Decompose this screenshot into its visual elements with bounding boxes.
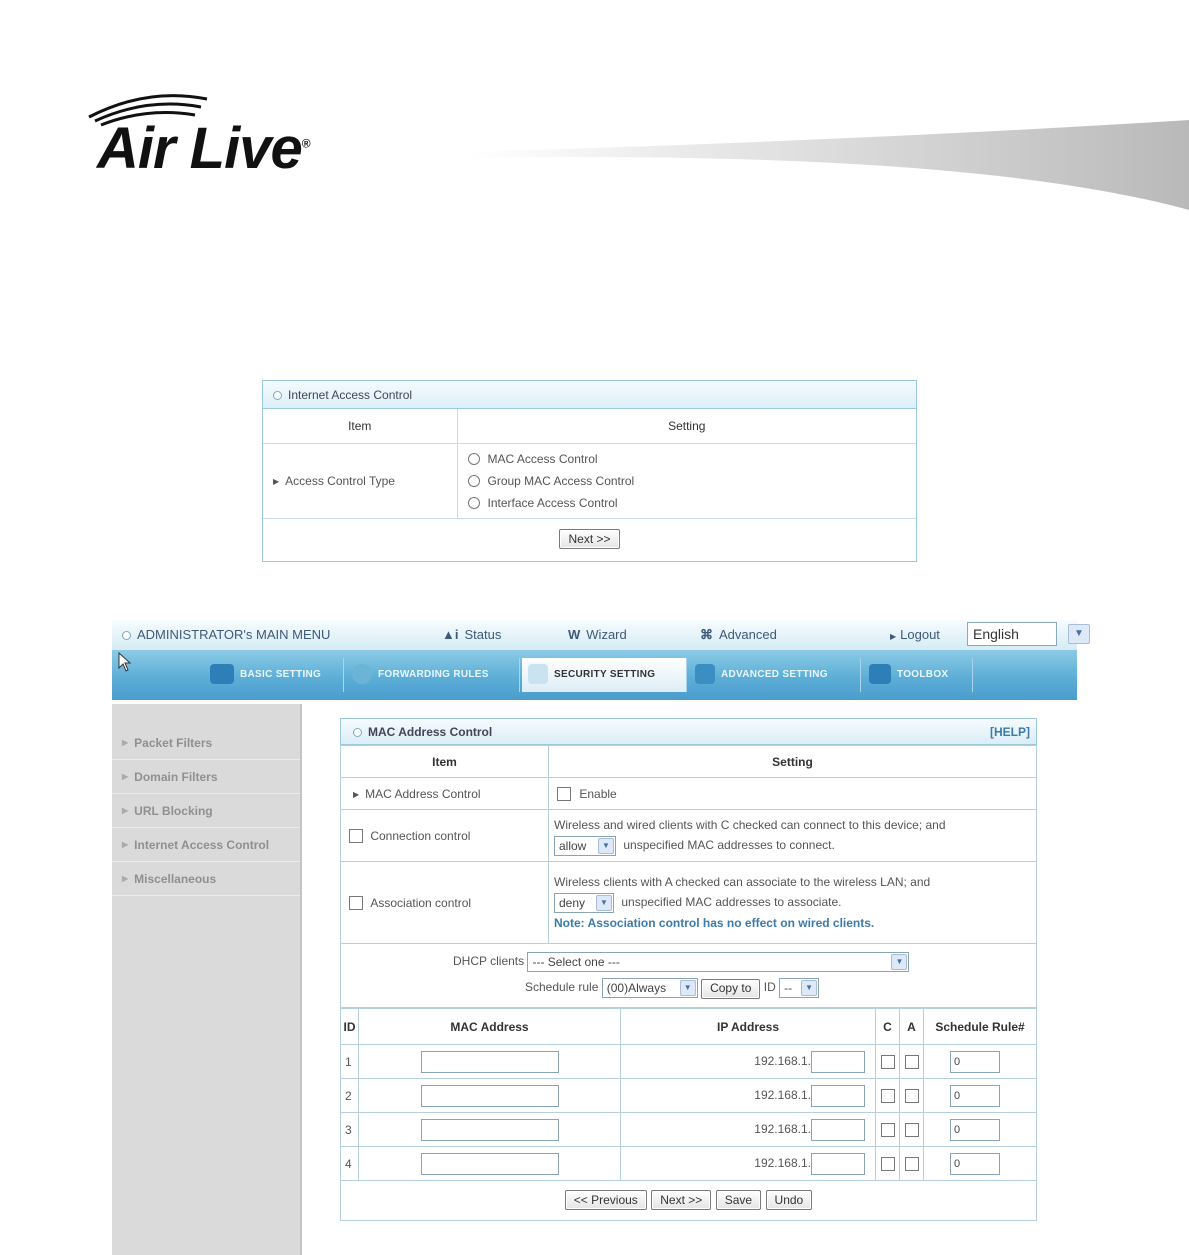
column-header-item: Item <box>341 746 549 778</box>
top-menu-bar <box>112 620 1084 650</box>
association-description: Wireless clients with A checked can associate to the wireless LAN; and <box>554 875 931 890</box>
mac-address-input[interactable] <box>421 1153 559 1175</box>
airlive-logo <box>85 85 385 181</box>
chevron-down-icon[interactable]: ▼ <box>801 980 817 996</box>
ip-prefix: 192.168.1. <box>754 1087 811 1102</box>
ip-suffix-input[interactable] <box>811 1153 865 1175</box>
column-header-schedule-rule: Schedule Rule# <box>924 1009 1037 1045</box>
association-control-checkbox[interactable] <box>349 896 363 910</box>
ip-prefix: 192.168.1. <box>754 1121 811 1136</box>
connection-control-checkbox[interactable] <box>349 829 363 843</box>
tab-basic-setting[interactable]: BASIC SETTING <box>204 658 344 692</box>
status-icon: ▲i <box>442 627 459 642</box>
language-select[interactable]: English ▼ <box>967 622 1057 646</box>
connection-description: Wireless and wired clients with C checked can connect to this device; and <box>554 818 946 833</box>
chevron-down-icon[interactable]: ▼ <box>891 954 907 970</box>
table-row <box>341 1079 1037 1113</box>
form-footer <box>340 1181 1037 1221</box>
internet-access-control-panel <box>262 380 917 562</box>
undo-button[interactable]: Undo <box>766 1190 813 1210</box>
arrow-right-icon: ▶ <box>890 632 897 641</box>
bullet-icon: ▶ <box>122 806 129 815</box>
column-header-id: ID <box>341 1009 359 1045</box>
mac-address-input[interactable] <box>421 1051 559 1073</box>
previous-button[interactable]: << Previous <box>565 1190 647 1210</box>
row-id: 3 <box>341 1113 359 1147</box>
header-swoosh <box>470 110 1189 240</box>
column-header-mac-address: MAC Address <box>359 1009 621 1045</box>
c-checkbox[interactable] <box>881 1123 895 1137</box>
wizard-icon: W <box>568 627 581 642</box>
schedule-rule-select[interactable]: (00)Always ▼ <box>602 978 698 998</box>
arrow-right-icon: ▶ <box>353 789 360 799</box>
bullet-icon: ▶ <box>122 874 129 883</box>
advanced-setting-icon <box>695 664 715 684</box>
toolbox-icon <box>869 664 891 684</box>
row-id: 1 <box>341 1045 359 1079</box>
security-setting-icon <box>528 664 548 684</box>
help-link[interactable]: [HELP] <box>990 725 1030 739</box>
advanced-icon: ⌘ <box>700 627 713 642</box>
next-button[interactable]: Next >> <box>559 529 619 549</box>
association-policy-select[interactable]: deny ▼ <box>554 893 614 913</box>
a-checkbox[interactable] <box>905 1089 919 1103</box>
bullet-icon: ▶ <box>122 840 129 849</box>
a-checkbox[interactable] <box>905 1157 919 1171</box>
sidebar-item-miscellaneous[interactable]: ▶ Miscellaneous <box>112 862 300 896</box>
schedule-rule-input[interactable]: 0 <box>950 1119 1000 1141</box>
wizard-link[interactable]: W Wizard <box>568 627 627 642</box>
main-menu-link[interactable]: ADMINISTRATOR's MAIN MENU <box>122 627 330 642</box>
enable-label: Enable <box>579 786 617 801</box>
tab-forwarding-rules[interactable]: FORWARDING RULES <box>346 658 520 692</box>
schedule-rule-input[interactable]: 0 <box>950 1085 1000 1107</box>
dhcp-clients-select[interactable]: --- Select one --- ▼ <box>527 952 909 972</box>
radio-group-mac-access-control[interactable]: Group MAC Access Control <box>458 470 917 492</box>
association-control-label: Association control <box>370 895 472 910</box>
radio-interface-access-control[interactable]: Interface Access Control <box>458 492 917 514</box>
ip-prefix: 192.168.1. <box>754 1155 811 1170</box>
id-select[interactable]: -- ▼ <box>779 978 819 998</box>
mac-address-table <box>340 1008 1037 1181</box>
title-bullet-icon <box>273 391 282 400</box>
connection-control-label: Connection control <box>370 828 471 843</box>
next-button[interactable]: Next >> <box>651 1190 711 1210</box>
schedule-rule-input[interactable]: 0 <box>950 1051 1000 1073</box>
column-header-a: A <box>900 1009 924 1045</box>
sidebar-item-domain-filters[interactable]: ▶ Domain Filters <box>112 760 300 794</box>
logo-text: Air Live® <box>97 116 310 181</box>
a-checkbox[interactable] <box>905 1123 919 1137</box>
table-row <box>341 1045 1037 1079</box>
dhcp-clients-label: DHCP clients <box>453 954 525 969</box>
ip-suffix-input[interactable] <box>811 1051 865 1073</box>
ip-suffix-input[interactable] <box>811 1119 865 1141</box>
sidebar-item-internet-access-control[interactable]: ▶ Internet Access Control <box>112 828 300 862</box>
tab-security-setting[interactable]: SECURITY SETTING <box>522 658 687 692</box>
schedule-rule-input[interactable]: 0 <box>950 1153 1000 1175</box>
column-header-c: C <box>876 1009 900 1045</box>
logout-link[interactable]: ▶ Logout <box>890 627 940 642</box>
radio-icon[interactable] <box>468 497 480 509</box>
chevron-down-icon[interactable]: ▼ <box>596 895 612 911</box>
panel-title: MAC Address Control [HELP] <box>340 718 1037 745</box>
arrow-right-icon: ▶ <box>273 476 280 486</box>
column-header-item: Item <box>263 409 457 443</box>
radio-icon[interactable] <box>468 475 480 487</box>
id-label: ID <box>763 980 776 995</box>
chevron-down-icon[interactable]: ▼ <box>1068 624 1090 644</box>
association-control-cell <box>341 862 549 944</box>
connection-description-2: unspecified MAC addresses to connect. <box>623 838 835 853</box>
connection-control-cell <box>341 810 549 862</box>
enable-checkbox[interactable] <box>557 787 571 801</box>
router-admin-ui <box>112 620 1084 1255</box>
access-control-type-label: ▶ Access Control Type <box>263 443 457 518</box>
ip-suffix-input[interactable] <box>811 1085 865 1107</box>
table-row <box>341 1113 1037 1147</box>
sidebar <box>112 704 302 1255</box>
sidebar-item-packet-filters[interactable]: ▶ Packet Filters <box>112 726 300 760</box>
chevron-down-icon[interactable]: ▼ <box>680 980 696 996</box>
tab-toolbox[interactable]: TOOLBOX <box>863 658 973 692</box>
bullet-icon: ▶ <box>122 738 129 747</box>
connection-policy-select[interactable]: allow ▼ <box>554 836 616 856</box>
basic-setting-icon <box>210 664 234 684</box>
sidebar-item-url-blocking[interactable]: ▶ URL Blocking <box>112 794 300 828</box>
status-link[interactable]: ▲i Status <box>442 627 502 642</box>
mac-address-control-label: ▶ MAC Address Control <box>341 778 549 810</box>
column-header-setting: Setting <box>549 746 1037 778</box>
chevron-down-icon[interactable]: ▼ <box>598 838 614 854</box>
radio-icon[interactable] <box>468 453 480 465</box>
c-checkbox[interactable] <box>881 1157 895 1171</box>
bullet-icon: ▶ <box>122 772 129 781</box>
c-checkbox[interactable] <box>881 1055 895 1069</box>
mac-address-input[interactable] <box>421 1119 559 1141</box>
association-note: Note: Association control has no effect on wired clients. <box>554 915 875 930</box>
c-checkbox[interactable] <box>881 1089 895 1103</box>
row-id: 4 <box>341 1147 359 1181</box>
mac-address-control-panel <box>340 718 1037 1221</box>
ip-prefix: 192.168.1. <box>754 1053 811 1068</box>
mouse-cursor-icon <box>118 652 132 672</box>
panel-title: Internet Access Control <box>263 381 916 409</box>
menu-bullet-icon <box>122 631 131 640</box>
title-bullet-icon <box>353 728 362 737</box>
row-id: 2 <box>341 1079 359 1113</box>
main-tab-bar <box>112 650 1077 700</box>
column-header-ip-address: IP Address <box>621 1009 876 1045</box>
radio-mac-access-control[interactable]: MAC Access Control <box>458 448 917 470</box>
association-description-2: unspecified MAC addresses to associate. <box>621 895 842 910</box>
column-header-setting: Setting <box>457 409 916 443</box>
copy-to-button[interactable]: Copy to <box>701 979 760 999</box>
advanced-link[interactable]: ⌘ Advanced <box>700 627 777 642</box>
mac-address-input[interactable] <box>421 1085 559 1107</box>
table-row <box>341 1147 1037 1181</box>
save-button[interactable]: Save <box>716 1190 761 1210</box>
forwarding-rules-icon <box>352 664 372 684</box>
schedule-rule-label: Schedule rule <box>525 980 599 995</box>
tab-advanced-setting[interactable]: ADVANCED SETTING <box>689 658 861 692</box>
a-checkbox[interactable] <box>905 1055 919 1069</box>
